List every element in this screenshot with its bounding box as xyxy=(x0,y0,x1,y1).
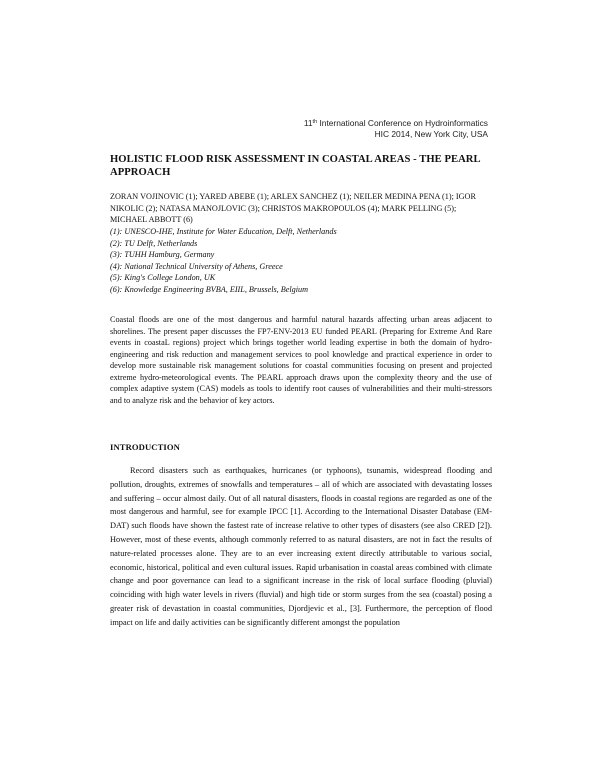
abstract-paragraph: Coastal floods are one of the most dangerous and harmful natural hazards affecting urban areas adjacent to shorelines. The present paper discusses the FP7-ENV-2013 EU funded PEARL (Preparing for Extreme And Rare events in coastaL regions) project which brings together world leading expertise in both the domain of hydro-engineering and risk reduction and management services to pool knowledge and practical experience in order to develop more sustainable risk management solutions for coastal communities focusing on present and projected extreme hydro-meteorological events. The PEARL approach draws upon the complexity theory and the use of complex adaptive system (CAS) models as tools to identify root causes of vulnerabilities and their multi-stressors and to analyze risk and the behavior of key actors. xyxy=(110,315,492,405)
affiliation-4: (4): National Technical University of Athens, Greece xyxy=(110,261,283,271)
conference-header xyxy=(304,118,488,139)
conference-line-2: HIC 2014, New York City, USA xyxy=(374,128,488,139)
affiliation-1: (1): UNESCO-IHE, Institute for Water Education, Delft, Netherlands xyxy=(110,227,337,236)
author-list: ZORAN VOJINOVIC (1); YARED ABEBE (1); ARLEX SANCHEZ (1); NEILER MEDINA PENA (1); IGOR NIKOLIC (2); NATASA MANOJLOVIC (3); CHRISTOS MAKROPOULOS (4); MARK PELLING (5); MICHAEL ABBOTT (6) xyxy=(110,192,476,224)
paper-title: HOLISTIC FLOOD RISK ASSESSMENT IN COASTAL AREAS - THE PEARL APPROACH xyxy=(110,154,481,178)
introduction-paragraph: Record disasters such as earthquakes, hurricanes (or typhoons), tsunamis, widespread flooding and pollution, droughts, extremes of snowfalls and temperatures – all of which are associated with devastating losses and suffering – occur almost daily. Out of all natural disasters, floods in coastal regions are regarded as one of the most dangerous and harmful, see for example IPCC [1]. According to the International Disaster Database (EM-DAT) such floods have shown the fastest rate of increase relative to other types of disasters (see also CRED [2]). However, most of these events, although commonly referred to as natural disasters, are not in fact the results of nature-related processes alone. They are to an ever increasing extent directly attributable to various social, economic, historical, political and even cultural issues. Rapid urbanisation in coastal areas combined with climate change and poor governance can lead to a significant increase in the risk of local surface flooding (pluvial) coinciding with high water levels in rivers (fluvial) and high tide or storm surges from the sea (coastal) posing a greater risk of devastation in coastal communities, Djordjevic et al., [3]. Furthermore, the perception of flood impact on life and daily activities can be significantly different amongst the population xyxy=(110,466,492,627)
affiliation-5: (5): King's College London, UK xyxy=(110,273,216,282)
affiliation-6: (6): Knowledge Engineering BVBA, EIIL, Brussels, Belgium xyxy=(110,284,309,294)
affiliation-2: (2): TU Delft, Netherlands xyxy=(110,238,198,248)
conference-name: International Conference on Hydroinformatics xyxy=(317,118,488,128)
conference-line-1 xyxy=(304,118,488,129)
affiliation-3: (3): TUHH Hamburg, Germany xyxy=(110,250,215,259)
conference-number: 11 xyxy=(303,118,313,128)
conference-ordinal: th xyxy=(312,119,318,125)
section-heading-introduction: INTRODUCTION xyxy=(110,442,180,452)
affiliation-list xyxy=(110,226,500,295)
